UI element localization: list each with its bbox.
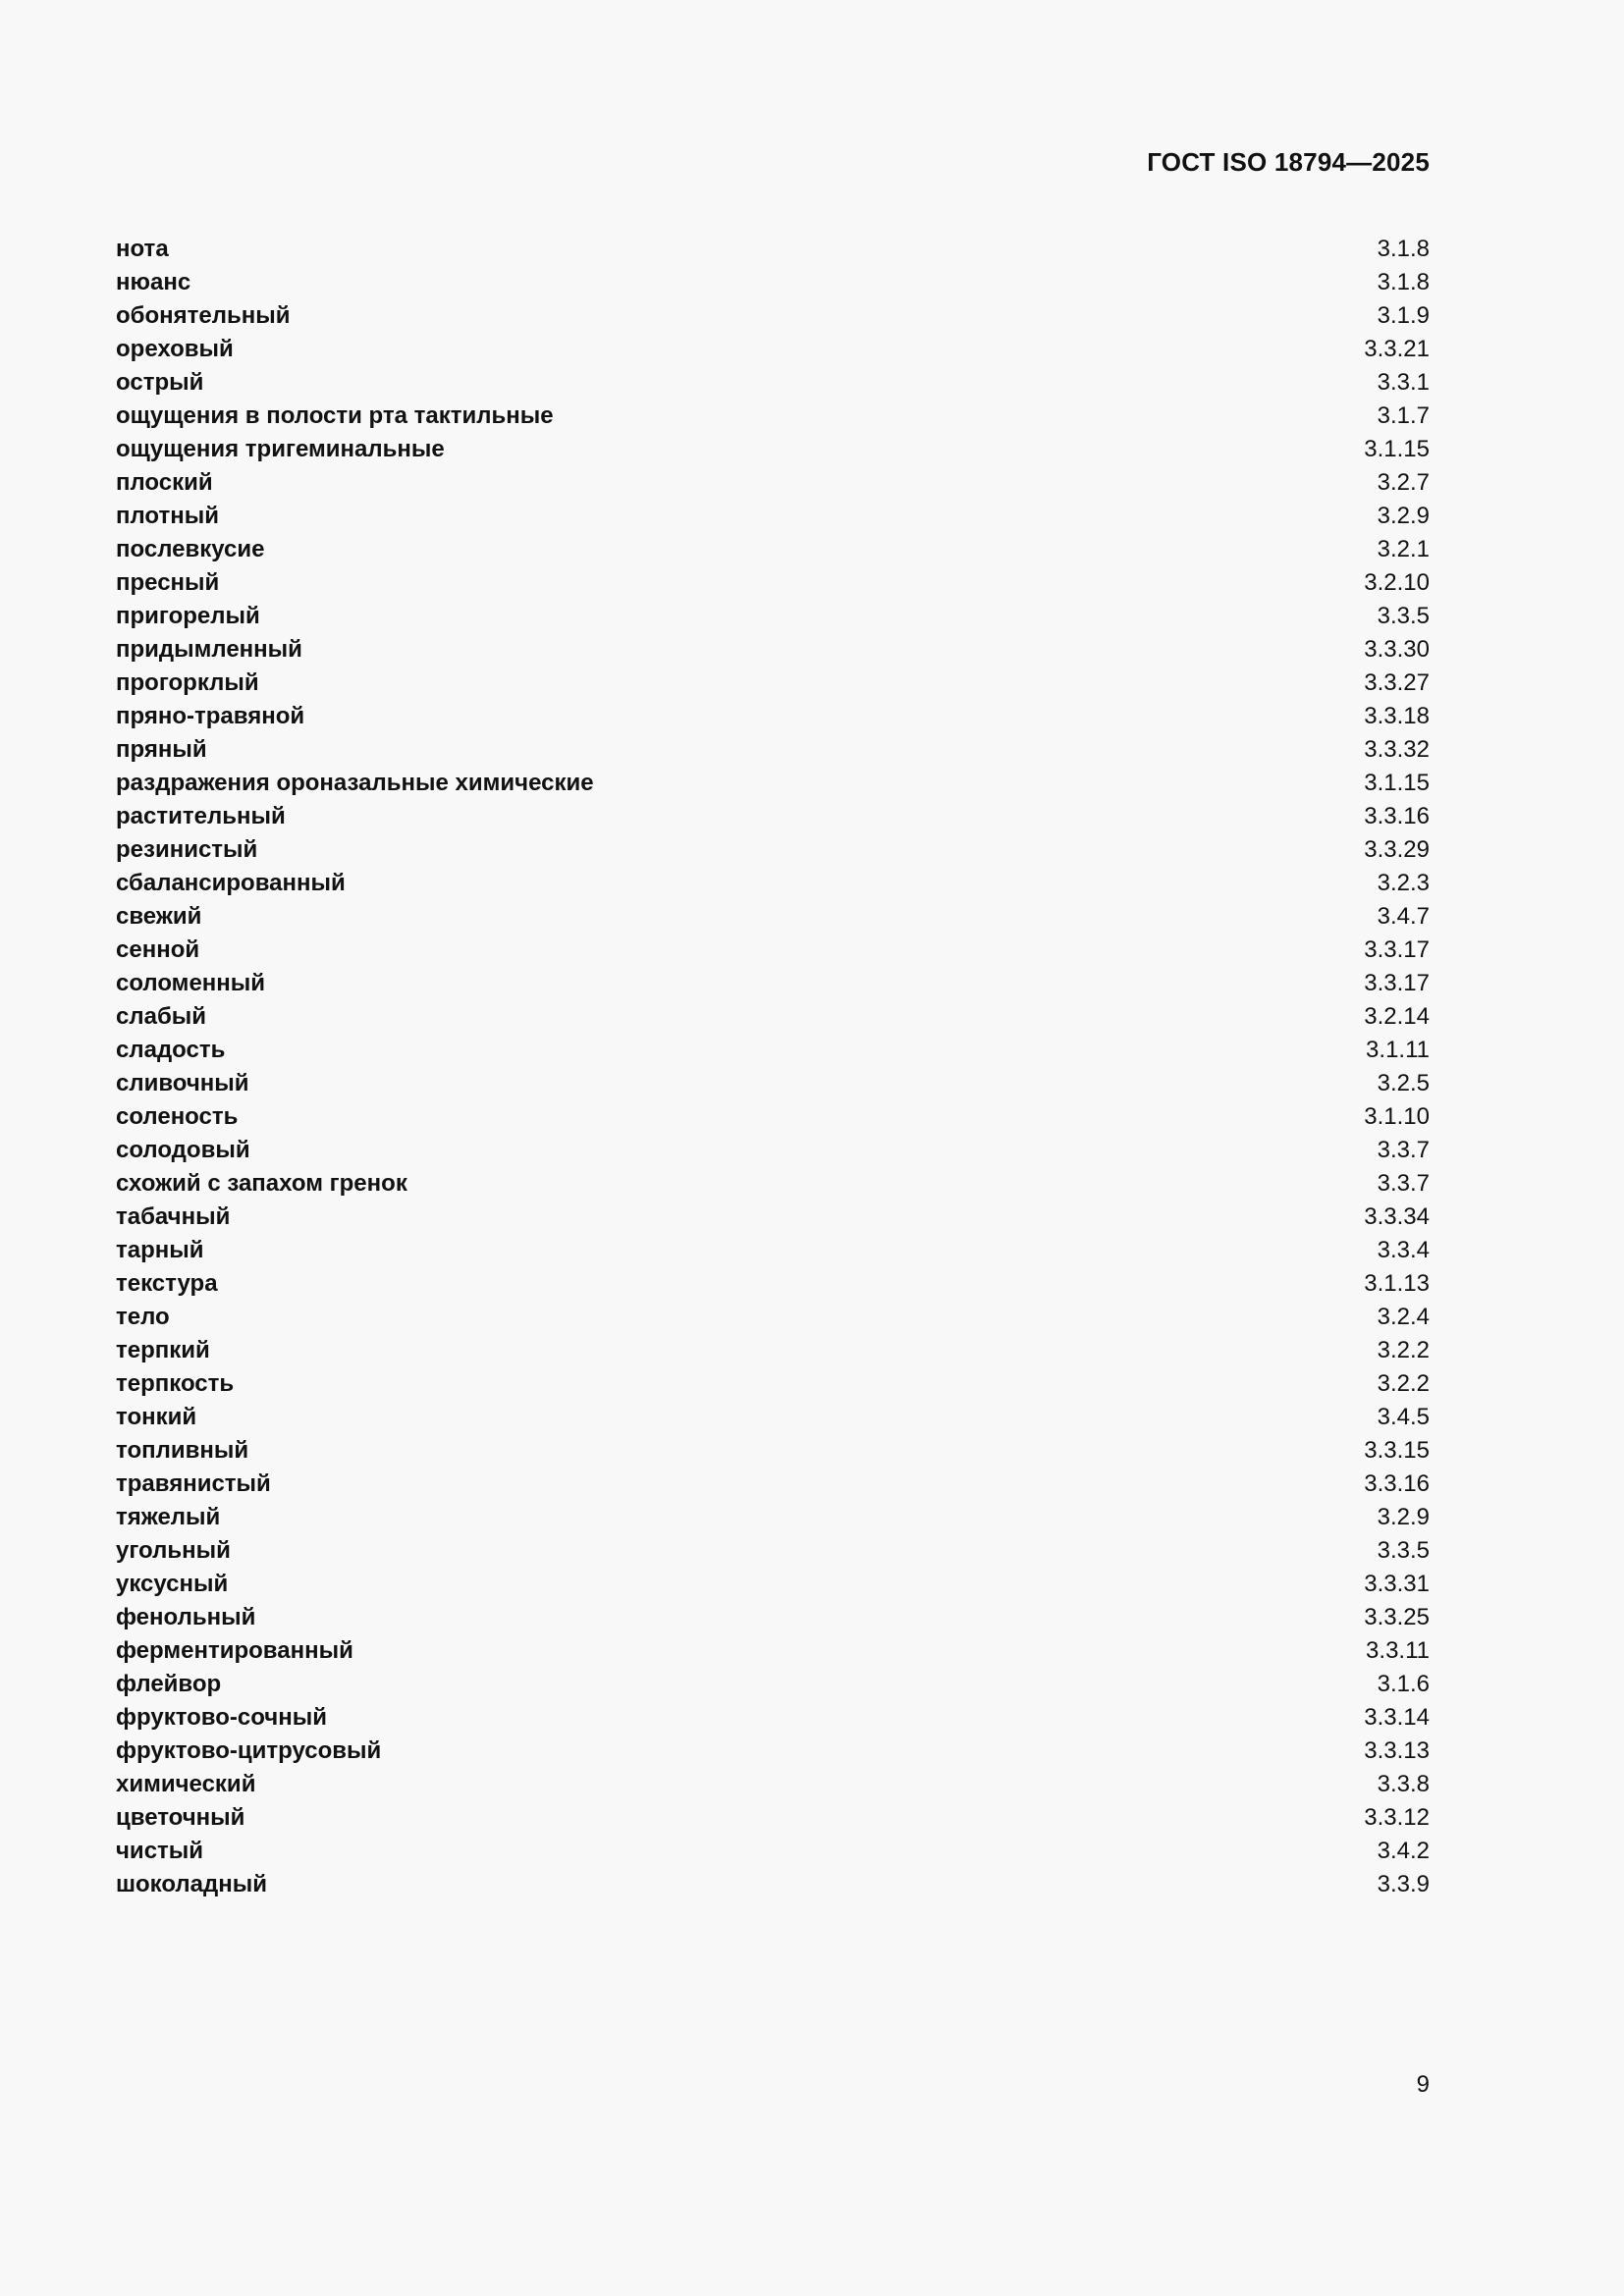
index-entry [116,900,1430,934]
index-section-ref: 3.3.16 [1364,1470,1430,1497]
index-term: солодовый [116,1137,250,1163]
index-term: угольный [116,1537,231,1564]
index-entry [116,767,1430,800]
index-entry [116,1468,1430,1501]
index-term: фруктово-сочный [116,1704,327,1731]
index-section-ref: 3.2.4 [1377,1304,1430,1330]
index-term: терпкость [116,1370,235,1397]
index-term: пряно-травяной [116,703,305,729]
index-term: сбалансированный [116,870,346,896]
index-term: растительный [116,803,286,829]
index-term: цветочный [116,1804,245,1831]
index-section-ref: 3.1.15 [1364,770,1430,796]
index-term: табачный [116,1203,231,1230]
index-section-ref: 3.1.11 [1366,1037,1430,1063]
index-section-ref: 3.2.9 [1377,503,1430,529]
index-section-ref: 3.3.7 [1377,1170,1430,1197]
index-term: резинистый [116,836,258,863]
index-term: ощущения в полости рта тактильные [116,402,554,429]
index-entry [116,1434,1430,1468]
index-section-ref: 3.2.14 [1364,1003,1430,1030]
index-entry [116,1267,1430,1301]
index-section-ref: 3.4.2 [1377,1838,1430,1864]
index-term: схожий с запахом гренок [116,1170,407,1197]
index-entry [116,1735,1430,1768]
document-header: ГОСТ ISO 18794—2025 [1147,147,1430,177]
index-entry [116,1100,1430,1134]
index-entry [116,633,1430,667]
index-entry [116,366,1430,400]
index-entry [116,1568,1430,1601]
index-term: травянистый [116,1470,271,1497]
index-term: свежий [116,903,202,930]
index-term: нота [116,236,169,262]
index-section-ref: 3.3.29 [1364,836,1430,863]
index-entry [116,433,1430,466]
index-term: флейвор [116,1671,222,1697]
index-term: тонкий [116,1404,197,1430]
index-section-ref: 3.2.2 [1377,1370,1430,1397]
index-term: сенной [116,936,200,963]
index-section-ref: 3.3.15 [1364,1437,1430,1464]
index-section-ref: 3.3.27 [1364,669,1430,696]
index-entry [116,466,1430,500]
index-section-ref: 3.4.7 [1377,903,1430,930]
index-section-ref: 3.3.30 [1364,636,1430,663]
index-entry [116,1768,1430,1801]
index-term: соленость [116,1103,239,1130]
index-term: фенольный [116,1604,256,1630]
index-term: сладость [116,1037,226,1063]
index-term: плоский [116,469,213,496]
index-section-ref: 3.3.17 [1364,936,1430,963]
index-entry [116,1367,1430,1401]
index-term: острый [116,369,204,396]
index-entry [116,500,1430,533]
index-section-ref: 3.3.4 [1377,1237,1430,1263]
index-section-ref: 3.3.32 [1364,736,1430,763]
index-term: соломенный [116,970,266,996]
index-entry [116,1067,1430,1100]
index-entry [116,1134,1430,1167]
index-section-ref: 3.4.5 [1377,1404,1430,1430]
index-term: плотный [116,503,219,529]
index-term: чистый [116,1838,204,1864]
index-term: ферментированный [116,1637,353,1664]
index-section-ref: 3.3.8 [1377,1771,1430,1797]
index-entry [116,867,1430,900]
index-entry [116,1000,1430,1034]
index-entry [116,1868,1430,1901]
index-entry [116,1201,1430,1234]
index-section-ref: 3.1.9 [1377,302,1430,329]
index-section-ref: 3.3.16 [1364,803,1430,829]
index-term: прогорклый [116,669,259,696]
index-entry [116,333,1430,366]
index-entry [116,833,1430,867]
index-term: слабый [116,1003,207,1030]
index-section-ref: 3.3.1 [1377,369,1430,396]
index-section-ref: 3.1.6 [1377,1671,1430,1697]
index-section-ref: 3.2.9 [1377,1504,1430,1530]
index-entry [116,667,1430,700]
index-term: пряный [116,736,207,763]
index-term: тарный [116,1237,204,1263]
index-section-ref: 3.3.5 [1377,603,1430,629]
index-entry [116,800,1430,833]
index-term: ореховый [116,336,234,362]
index-section-ref: 3.3.34 [1364,1203,1430,1230]
index-term: химический [116,1771,256,1797]
index-entry [116,1401,1430,1434]
index-term: послевкусие [116,536,265,562]
index-section-ref: 3.2.10 [1364,569,1430,596]
index-section-ref: 3.3.21 [1364,336,1430,362]
index-section-ref: 3.2.2 [1377,1337,1430,1363]
index-entry [116,700,1430,733]
index-term: терпкий [116,1337,210,1363]
index-section-ref: 3.3.9 [1377,1871,1430,1897]
index-section-ref: 3.1.10 [1364,1103,1430,1130]
index-term: тело [116,1304,170,1330]
index-section-ref: 3.3.13 [1364,1737,1430,1764]
index-entry [116,233,1430,266]
index-entry [116,299,1430,333]
index-entry [116,1701,1430,1735]
index-entry [116,1634,1430,1668]
index-term: текстура [116,1270,218,1297]
page-number: 9 [1416,2071,1430,2098]
index-section-ref: 3.3.31 [1364,1571,1430,1597]
index-section-ref: 3.3.11 [1366,1637,1430,1664]
index-section-ref: 3.3.18 [1364,703,1430,729]
index-entry [116,733,1430,767]
index-entry [116,266,1430,299]
index-term: фруктово-цитрусовый [116,1737,382,1764]
index-section-ref: 3.3.7 [1377,1137,1430,1163]
index-term: пресный [116,569,220,596]
index-entry [116,1334,1430,1367]
index-term: нюанс [116,269,191,295]
index-term: тяжелый [116,1504,221,1530]
index-entry [116,934,1430,967]
index-term: уксусный [116,1571,229,1597]
index-entry [116,1668,1430,1701]
index-entry [116,1301,1430,1334]
index-section-ref: 3.1.7 [1377,402,1430,429]
index-entry [116,1501,1430,1534]
index-section-ref: 3.2.7 [1377,469,1430,496]
index-entry [116,1835,1430,1868]
index-entry [116,1534,1430,1568]
index-term: сливочный [116,1070,249,1096]
index-term: топливный [116,1437,249,1464]
index-section-ref: 3.3.25 [1364,1604,1430,1630]
index-entry [116,1167,1430,1201]
index-section-ref: 3.3.12 [1364,1804,1430,1831]
index-term: пригорелый [116,603,260,629]
index-section-ref: 3.1.8 [1377,236,1430,262]
index-entry [116,967,1430,1000]
index-section-ref: 3.2.3 [1377,870,1430,896]
index-section-ref: 3.3.5 [1377,1537,1430,1564]
index-entry [116,600,1430,633]
alphabetical-term-index [116,233,1430,1901]
index-section-ref: 3.2.1 [1377,536,1430,562]
index-section-ref: 3.3.17 [1364,970,1430,996]
index-section-ref: 3.1.15 [1364,436,1430,462]
index-term: ощущения тригеминальные [116,436,445,462]
index-section-ref: 3.1.8 [1377,269,1430,295]
index-section-ref: 3.1.13 [1364,1270,1430,1297]
index-entry [116,1234,1430,1267]
index-entry [116,533,1430,566]
index-term: обонятельный [116,302,291,329]
index-term: придымленный [116,636,302,663]
index-entry [116,1034,1430,1067]
index-entry [116,1601,1430,1634]
index-entry [116,400,1430,433]
index-term: раздражения ороназальные химические [116,770,594,796]
index-term: шоколадный [116,1871,267,1897]
index-section-ref: 3.2.5 [1377,1070,1430,1096]
index-entry [116,1801,1430,1835]
index-entry [116,566,1430,600]
index-section-ref: 3.3.14 [1364,1704,1430,1731]
